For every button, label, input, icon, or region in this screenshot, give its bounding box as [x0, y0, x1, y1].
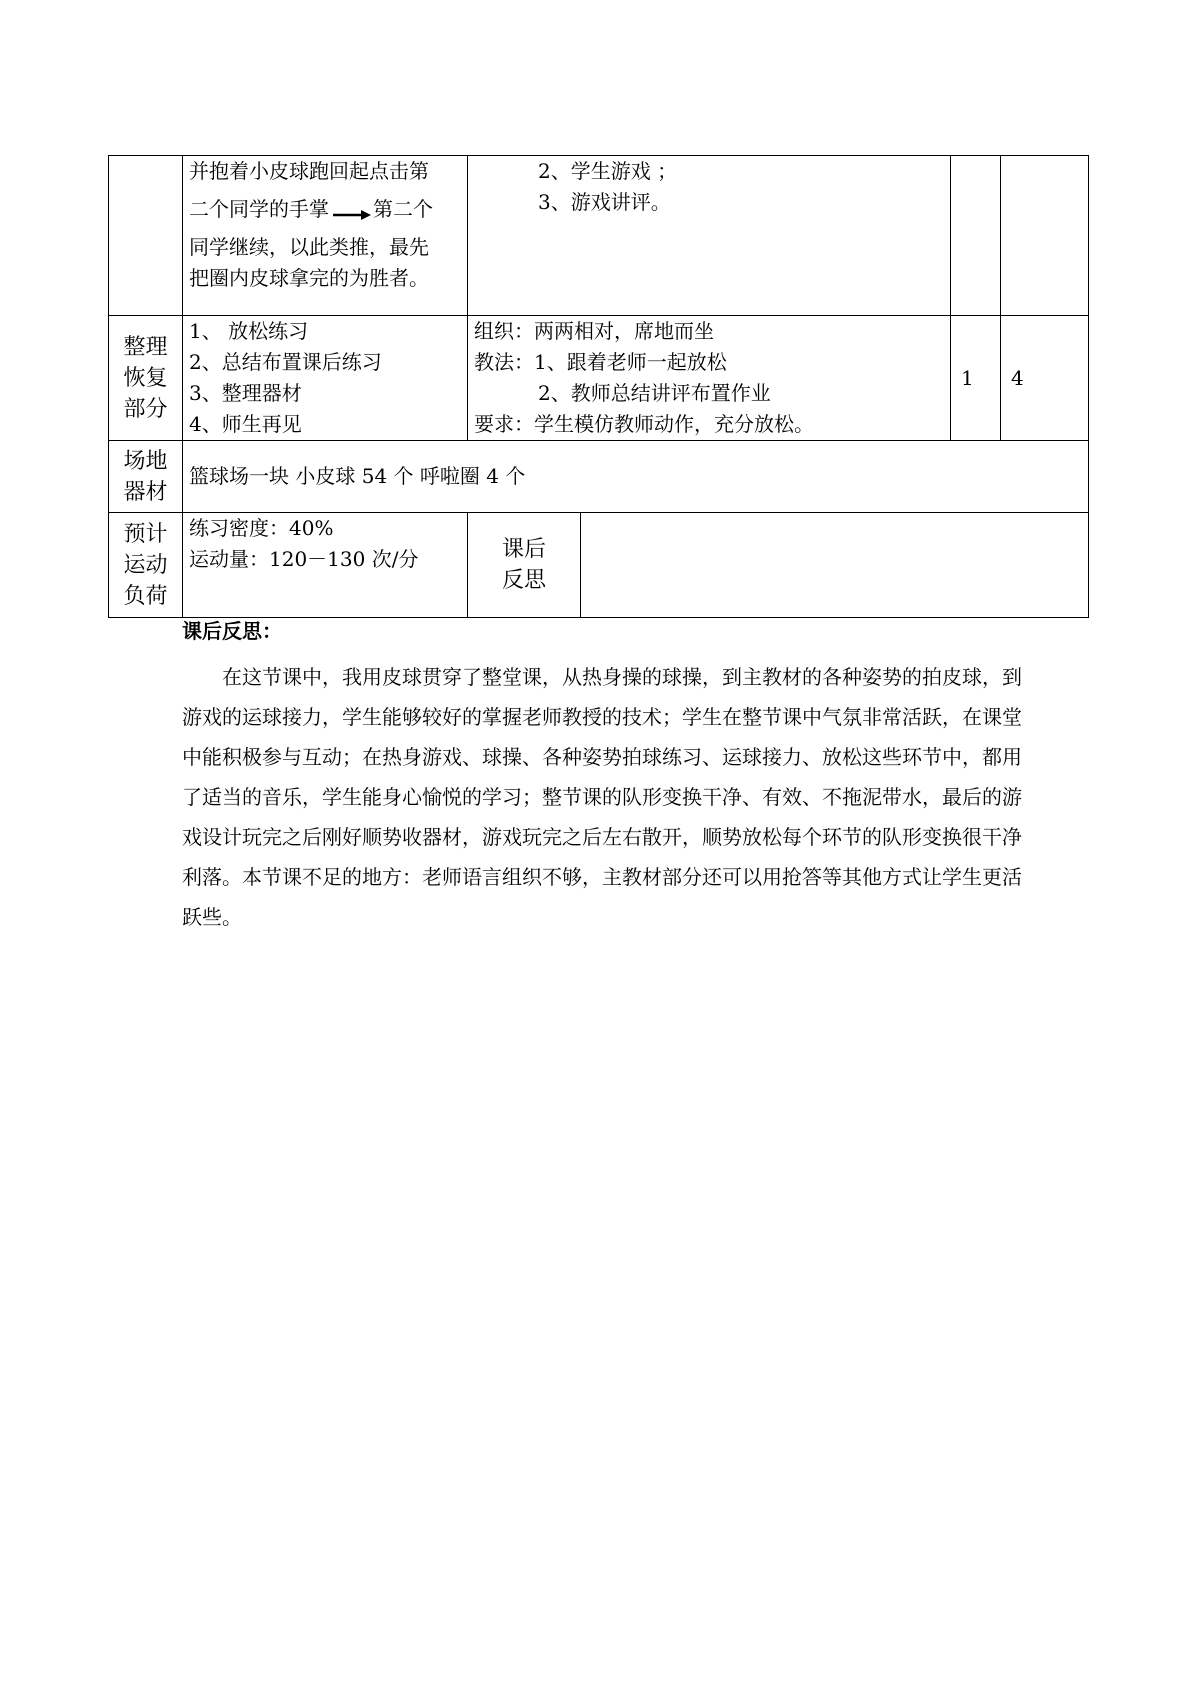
reflection-section	[182, 617, 1022, 937]
method-line: 2、学生游戏 ；	[538, 159, 678, 183]
content-line: 第二个	[373, 197, 433, 221]
count-value: 1	[951, 316, 1001, 441]
table-row	[109, 156, 1089, 316]
content-line: 同学继续，以此类推，最先	[189, 235, 429, 259]
lesson-plan-table	[108, 155, 1088, 618]
table-row	[109, 316, 1089, 441]
count-cell	[951, 156, 1001, 316]
reflection-cell-empty	[581, 513, 1089, 618]
content-line: 1、 放松练习	[189, 319, 309, 343]
time-value: 4	[1001, 316, 1089, 441]
method-line: 2、教师总结讲评布置作业	[538, 381, 771, 405]
content-cell	[183, 316, 468, 441]
method-line: 要求：学生模仿教师动作，充分放松。	[474, 412, 814, 436]
section-label: 场地器材	[109, 441, 183, 513]
content-line: 4、师生再见	[189, 412, 302, 436]
section-label: 预计运动负荷	[109, 513, 183, 618]
method-line: 组织：两两相对，席地而坐	[474, 319, 714, 343]
reflection-body: 在这节课中，我用皮球贯穿了整堂课，从热身操的球操，到主教材的各种姿势的拍皮球，到游戏的运球接力，学生能够较好的掌握老师教授的技术；学生在整节课中气氛非常活跃，在课堂中能积极参与互动；在热身游戏、球操、各种姿势拍球练习、运球接力、放松这些环节中，都用了适当的音乐，学生能身心愉悦的学习；整节课的队形变换干净、有效、不拖泥带水，最后的游戏设计玩完之后刚好顺势收器材，游戏玩完之后左右散开，顺势放松每个环节的队形变换很干净利落。本节课不足的地方：老师语言组织不够，主教材部分还可以用抢答等其他方式让学生更活跃些。	[182, 665, 1022, 929]
load-cell	[183, 513, 468, 618]
equipment-value: 篮球场一块 小皮球 54 个 呼啦圈 4 个	[183, 441, 1089, 513]
lesson-table	[108, 155, 1089, 618]
method-cell	[468, 316, 951, 441]
reflection-title: 课后反思：	[182, 619, 282, 643]
table-row	[109, 441, 1089, 513]
load-line: 运动量：120－130 次/分	[189, 547, 419, 571]
section-cell-empty	[109, 156, 183, 316]
load-line: 练习密度：40%	[189, 516, 334, 540]
reflection-label: 课后反思	[468, 513, 581, 618]
content-line-with-arrow	[189, 187, 461, 232]
table-row	[109, 513, 1089, 618]
method-cell	[468, 156, 951, 316]
content-line: 2、总结布置课后练习	[189, 350, 382, 374]
method-line: 教法：1、跟着老师一起放松	[474, 350, 727, 374]
content-line: 二个同学的手掌	[189, 197, 329, 221]
content-line: 把圈内皮球拿完的为胜者。	[189, 266, 429, 290]
time-cell	[1001, 156, 1089, 316]
section-label: 整理恢复部分	[109, 316, 183, 441]
content-line: 并抱着小皮球跑回起点击第	[189, 159, 429, 183]
right-arrow-icon	[333, 208, 371, 222]
content-cell	[183, 156, 468, 316]
method-line: 3、游戏讲评。	[538, 190, 671, 214]
content-line: 3、整理器材	[189, 381, 302, 405]
